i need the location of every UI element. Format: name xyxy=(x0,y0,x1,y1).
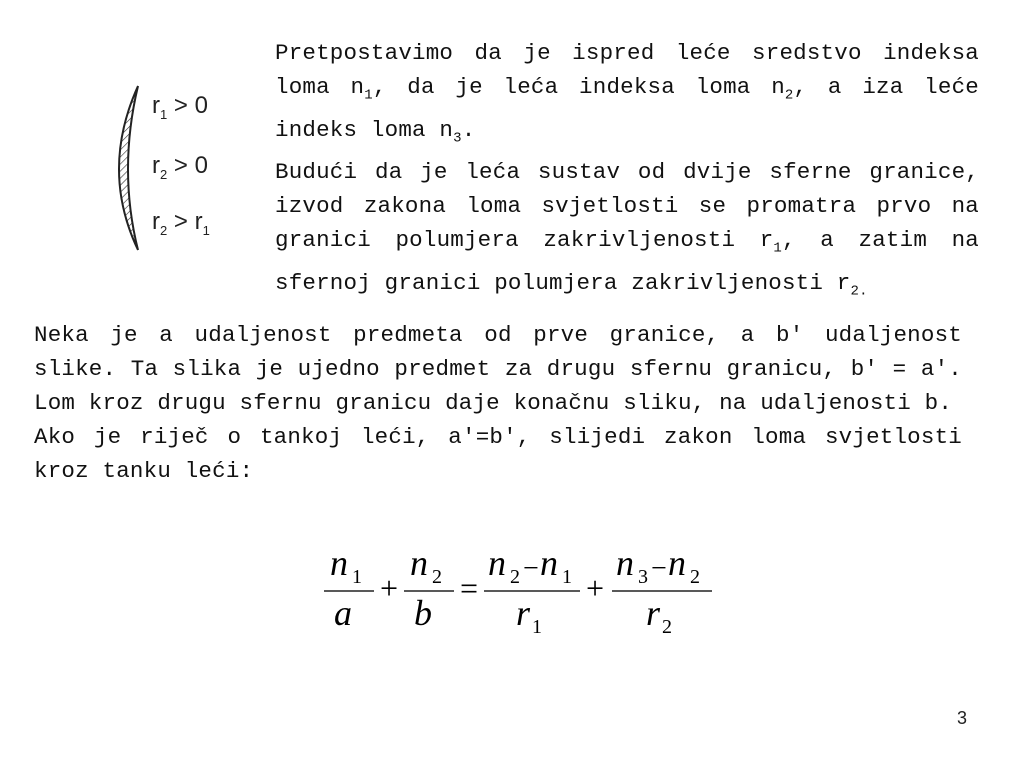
svg-text:n: n xyxy=(488,545,506,583)
page-number: 3 xyxy=(956,708,967,728)
fraction-n2-b xyxy=(404,545,454,633)
fraction-n1-a xyxy=(324,545,374,633)
plus-sign-2: + xyxy=(586,570,605,606)
svg-text:2: 2 xyxy=(690,566,700,588)
condition-r1: $r_1 > 0$ xyxy=(152,92,208,122)
thin-lens-formula xyxy=(320,545,720,645)
svg-text:3: 3 xyxy=(638,566,648,588)
svg-text:n: n xyxy=(616,545,634,583)
svg-text:1: 1 xyxy=(562,566,572,588)
fraction-n3-minus-n2-r2 xyxy=(612,545,712,638)
condition-r2: $r_2 > 0$ xyxy=(152,152,208,182)
bottom-text-block xyxy=(34,318,962,488)
paragraph-object-image: Neka je a udaljenost predmeta od prve granice, a b′ udaljenost slike. Ta slika je ujedno predmet za drugu sfernu granicu, b′ = a′. Lom kroz drugu sfernu granicu daje konačnu sliku, na udaljenosti b. xyxy=(34,322,962,416)
plus-sign: + xyxy=(380,570,399,606)
svg-text:n: n xyxy=(668,545,686,583)
svg-text:1: 1 xyxy=(352,566,362,588)
svg-text:2: 2 xyxy=(510,566,520,588)
svg-text:2: 2 xyxy=(662,616,672,638)
svg-text:−: − xyxy=(523,553,539,584)
svg-text:n: n xyxy=(540,545,558,583)
svg-text:−: − xyxy=(651,553,667,584)
paragraph-spherical-boundaries: Budući da je leća sustav od dvije sferne granice, izvod zakona loma svjetlosti se promatra prvo na granici polumjera zakrivljenosti $r_1$, a zatim na sfernoj granici polumjera zakrivljenosti $r_{2.}$ xyxy=(275,159,979,299)
svg-text:n: n xyxy=(330,545,348,583)
equals-sign: = xyxy=(460,570,479,606)
fraction-n2-minus-n1-r1 xyxy=(484,545,580,638)
condition-r2-r1: $r_2 > r_1$ xyxy=(152,208,210,238)
svg-text:n: n xyxy=(410,545,428,583)
svg-text:r: r xyxy=(516,593,531,633)
svg-text:r: r xyxy=(646,593,661,633)
svg-text:a: a xyxy=(334,593,352,633)
formula-svg xyxy=(320,545,720,645)
paragraph-thin-lens: Ako je riječ o tankoj leći, a′=b′, slijedi zakon loma svjetlosti kroz tanku leći: xyxy=(34,424,962,484)
paragraph-medium-indices: Pretpostavimo da je ispred leće sredstvo indeksa loma $n_1$, da je leća indeksa loma $n_2$, a iza leće indeks loma $n_3$. xyxy=(275,40,979,146)
top-text-block xyxy=(275,36,979,308)
svg-text:b: b xyxy=(414,593,432,633)
svg-text:1: 1 xyxy=(532,616,542,638)
svg-text:2: 2 xyxy=(432,566,442,588)
